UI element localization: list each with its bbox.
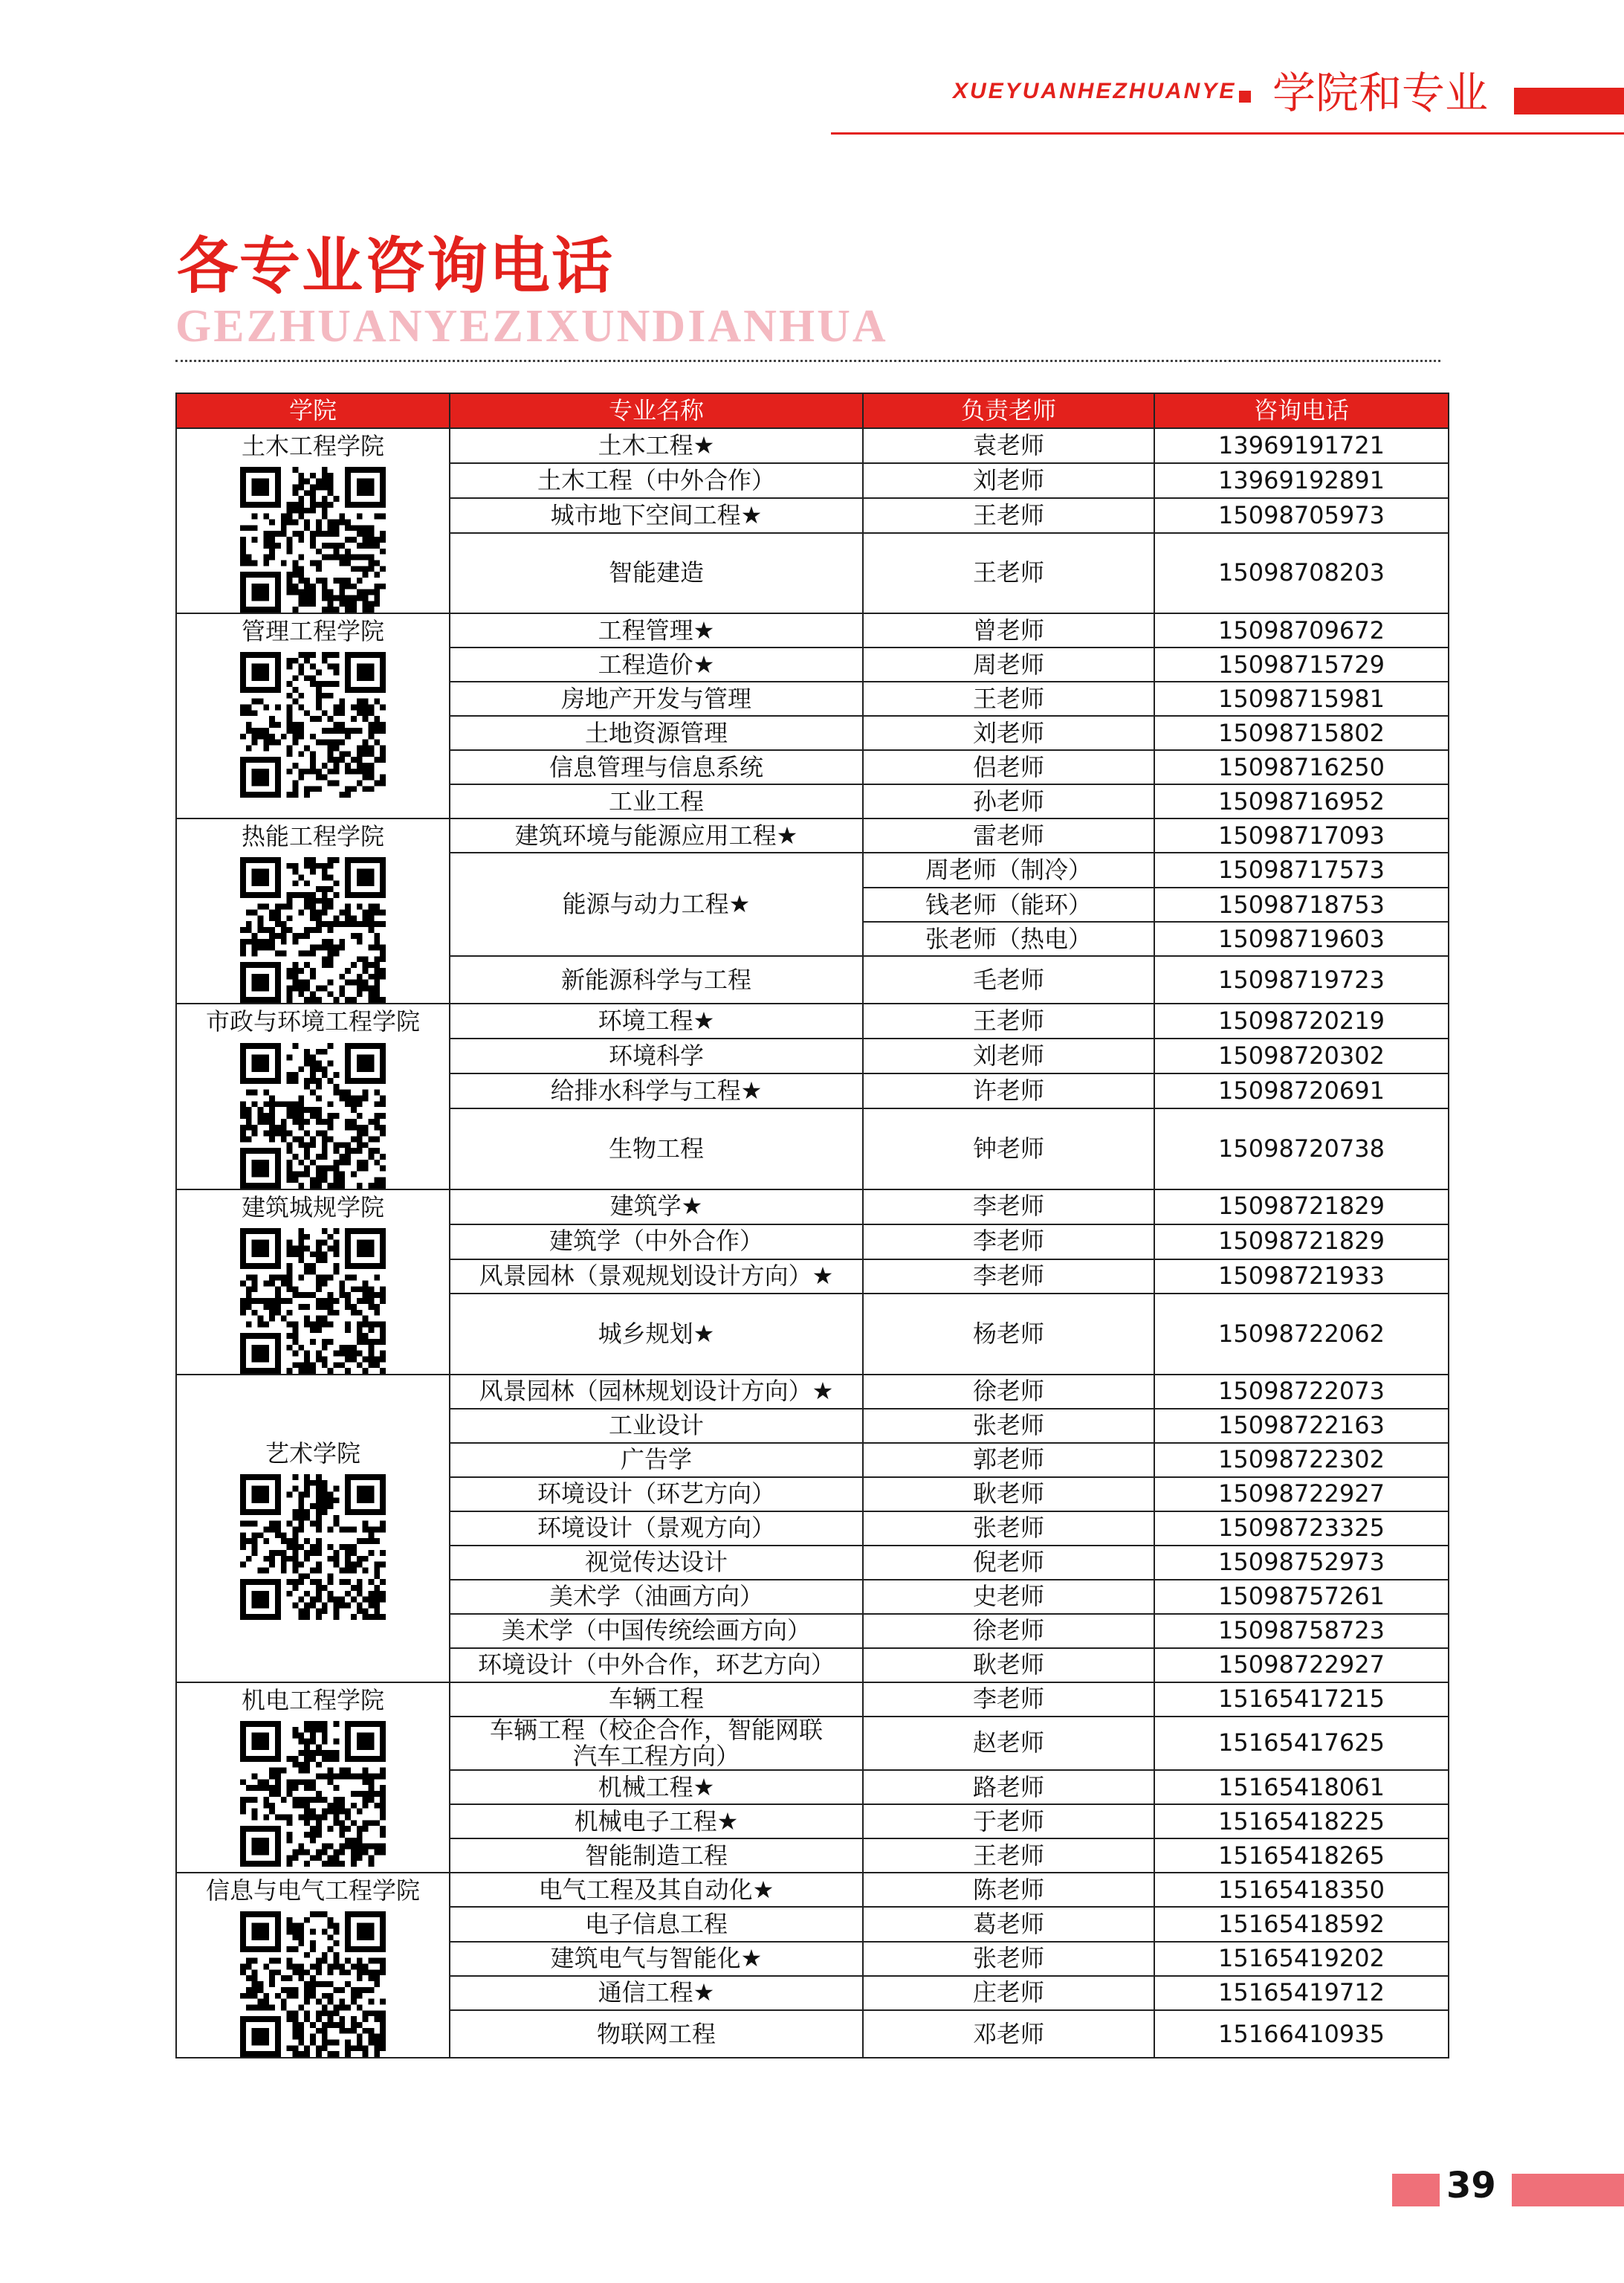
header-title: 学院和专业 — [1272, 68, 1489, 118]
major-cell: 电气工程及其自动化★ — [450, 1873, 863, 1907]
qr-code — [240, 857, 386, 1003]
teacher-cell: 李老师 — [863, 1224, 1154, 1259]
college-name: 土木工程学院 — [241, 432, 384, 460]
table-row — [176, 428, 1449, 463]
major-cell: 环境设计（景观方向） — [450, 1511, 863, 1546]
phone-cell: 15098717573 — [1154, 853, 1449, 888]
page-number: 39 — [1446, 2165, 1496, 2206]
phone-cell: 15098715981 — [1154, 682, 1449, 716]
phone-cell: 15098757261 — [1154, 1580, 1449, 1614]
table-row — [176, 1682, 1449, 1717]
phone-cell: 15165417625 — [1154, 1717, 1449, 1770]
major-cell: 环境科学 — [450, 1039, 863, 1073]
teacher-cell: 刘老师 — [863, 716, 1154, 750]
major-cell: 环境工程★ — [450, 1004, 863, 1039]
major-cell: 建筑学★ — [450, 1189, 863, 1224]
dotted-divider — [175, 360, 1440, 362]
phone-cell: 15098716250 — [1154, 750, 1449, 784]
phone-cell: 15098721933 — [1154, 1259, 1449, 1294]
header-red-bar — [1514, 88, 1624, 114]
major-cell: 城市地下空间工程★ — [450, 498, 863, 533]
qr-code — [240, 652, 386, 798]
major-cell: 电子信息工程 — [450, 1907, 863, 1941]
teacher-cell: 邓老师 — [863, 2010, 1154, 2058]
teacher-cell: 徐老师 — [863, 1375, 1154, 1409]
teacher-cell: 张老师（热电） — [863, 922, 1154, 956]
major-cell: 工程管理★ — [450, 613, 863, 648]
phone-cell: 15098723325 — [1154, 1511, 1449, 1546]
phone-cell: 15165419712 — [1154, 1976, 1449, 2010]
college-name: 热能工程学院 — [241, 822, 384, 851]
major-cell: 通信工程★ — [450, 1976, 863, 2010]
phone-cell: 15098715729 — [1154, 648, 1449, 682]
teacher-cell: 倪老师 — [863, 1546, 1154, 1580]
major-cell: 物联网工程 — [450, 2010, 863, 2058]
teacher-cell: 周老师 — [863, 648, 1154, 682]
teacher-cell: 曾老师 — [863, 613, 1154, 648]
college-cell — [176, 1004, 450, 1189]
footer-bar-left — [1392, 2174, 1440, 2206]
phone-cell: 15098720738 — [1154, 1108, 1449, 1189]
major-cell: 新能源科学与工程 — [450, 956, 863, 1004]
major-cell: 给排水科学与工程★ — [450, 1073, 863, 1108]
major-cell: 工业工程 — [450, 784, 863, 818]
phone-cell: 15098720691 — [1154, 1073, 1449, 1108]
footer-bar-right — [1512, 2174, 1624, 2206]
table-row — [176, 1873, 1449, 1907]
teacher-cell: 葛老师 — [863, 1907, 1154, 1941]
phone-cell: 15165418350 — [1154, 1873, 1449, 1907]
phone-cell: 15098720302 — [1154, 1039, 1449, 1073]
major-cell: 视觉传达设计 — [450, 1546, 863, 1580]
major-cell: 土木工程（中外合作） — [450, 463, 863, 498]
qr-code — [240, 1721, 386, 1867]
page-title-pinyin: GEZHUANYEZIXUNDIANHUA — [175, 301, 888, 352]
teacher-cell: 李老师 — [863, 1682, 1154, 1717]
major-cell: 机械工程★ — [450, 1770, 863, 1804]
table-header-row — [176, 393, 1449, 428]
college-cell — [176, 428, 450, 613]
phone-cell: 15098705973 — [1154, 498, 1449, 533]
teacher-cell: 李老师 — [863, 1189, 1154, 1224]
phone-cell: 15098752973 — [1154, 1546, 1449, 1580]
phone-cell: 15098721829 — [1154, 1224, 1449, 1259]
major-cell: 智能制造工程 — [450, 1838, 863, 1873]
phone-cell: 15098718753 — [1154, 888, 1449, 922]
phone-cell: 13969191721 — [1154, 428, 1449, 463]
phone-cell: 15098721829 — [1154, 1189, 1449, 1224]
major-cell: 机械电子工程★ — [450, 1804, 863, 1838]
teacher-cell: 钱老师（能环） — [863, 888, 1154, 922]
qr-code — [240, 467, 386, 613]
teacher-cell: 王老师 — [863, 1838, 1154, 1873]
phone-cell: 15098719603 — [1154, 922, 1449, 956]
teacher-cell: 雷老师 — [863, 818, 1154, 853]
qr-code — [240, 1043, 386, 1189]
teacher-cell: 钟老师 — [863, 1108, 1154, 1189]
teacher-cell: 王老师 — [863, 533, 1154, 613]
major-cell: 智能建造 — [450, 533, 863, 613]
major-cell: 土地资源管理 — [450, 716, 863, 750]
teacher-cell: 陈老师 — [863, 1873, 1154, 1907]
teacher-cell: 孙老师 — [863, 784, 1154, 818]
phone-cell: 15165417215 — [1154, 1682, 1449, 1717]
teacher-cell: 张老师 — [863, 1511, 1154, 1546]
teacher-cell: 许老师 — [863, 1073, 1154, 1108]
phone-cell: 15165418265 — [1154, 1838, 1449, 1873]
header-pinyin: XUEYUANHEZHUANYE — [953, 79, 1237, 103]
teacher-cell: 于老师 — [863, 1804, 1154, 1838]
phone-cell: 15098758723 — [1154, 1614, 1449, 1648]
major-cell: 风景园林（园林规划设计方向）★ — [450, 1375, 863, 1409]
major-cell: 美术学（中国传统绘画方向） — [450, 1614, 863, 1648]
major-cell: 环境设计（环艺方向） — [450, 1477, 863, 1511]
teacher-cell: 耿老师 — [863, 1477, 1154, 1511]
college-cell — [176, 1682, 450, 1873]
phone-cell: 13969192891 — [1154, 463, 1449, 498]
col-header-phone: 咨询电话 — [1154, 393, 1449, 428]
major-cell: 能源与动力工程★ — [450, 853, 863, 956]
major-cell: 房地产开发与管理 — [450, 682, 863, 716]
college-name: 管理工程学院 — [241, 617, 384, 646]
major-cell: 生物工程 — [450, 1108, 863, 1189]
college-name: 机电工程学院 — [241, 1685, 384, 1714]
phone-cell: 15098717093 — [1154, 818, 1449, 853]
header-rule — [831, 132, 1624, 135]
header-square-mark — [1239, 91, 1251, 103]
teacher-cell: 徐老师 — [863, 1614, 1154, 1648]
major-cell: 工程造价★ — [450, 648, 863, 682]
major-cell: 车辆工程（校企合作，智能网联汽车工程方向） — [450, 1717, 863, 1770]
teacher-cell: 侣老师 — [863, 750, 1154, 784]
col-header-teacher: 负责老师 — [863, 393, 1154, 428]
major-cell: 建筑电气与智能化★ — [450, 1942, 863, 1976]
teacher-cell: 毛老师 — [863, 956, 1154, 1004]
college-name: 建筑城规学院 — [241, 1192, 384, 1221]
phone-cell: 15098722073 — [1154, 1375, 1449, 1409]
table-row — [176, 1375, 1449, 1409]
major-cell: 美术学（油画方向） — [450, 1580, 863, 1614]
phone-cell: 15165418225 — [1154, 1804, 1449, 1838]
phone-cell: 15098708203 — [1154, 533, 1449, 613]
qr-code — [240, 1911, 386, 2057]
major-cell: 城乡规划★ — [450, 1294, 863, 1374]
teacher-cell: 路老师 — [863, 1770, 1154, 1804]
teacher-cell: 赵老师 — [863, 1717, 1154, 1770]
qr-code — [240, 1474, 386, 1620]
major-cell: 风景园林（景观规划设计方向）★ — [450, 1259, 863, 1294]
teacher-cell: 刘老师 — [863, 463, 1154, 498]
table-row — [176, 1004, 1449, 1039]
phone-cell: 15165418592 — [1154, 1907, 1449, 1941]
teacher-cell: 王老师 — [863, 682, 1154, 716]
college-cell — [176, 613, 450, 818]
major-cell: 建筑环境与能源应用工程★ — [450, 818, 863, 853]
major-cell: 建筑学（中外合作） — [450, 1224, 863, 1259]
college-name: 艺术学院 — [265, 1439, 360, 1468]
major-cell: 土木工程★ — [450, 428, 863, 463]
teacher-cell: 周老师（制冷） — [863, 853, 1154, 888]
teacher-cell: 王老师 — [863, 498, 1154, 533]
major-cell: 广告学 — [450, 1443, 863, 1477]
college-cell — [176, 818, 450, 1004]
major-cell: 工业设计 — [450, 1409, 863, 1443]
major-cell: 信息管理与信息系统 — [450, 750, 863, 784]
phone-cell: 15098722302 — [1154, 1443, 1449, 1477]
phone-cell: 15098709672 — [1154, 613, 1449, 648]
college-cell — [176, 1873, 450, 2058]
college-cell — [176, 1189, 450, 1375]
phone-cell: 15165418061 — [1154, 1770, 1449, 1804]
phone-cell: 15098715802 — [1154, 716, 1449, 750]
teacher-cell: 袁老师 — [863, 428, 1154, 463]
teacher-cell: 刘老师 — [863, 1039, 1154, 1073]
phone-cell: 15165419202 — [1154, 1942, 1449, 1976]
phone-cell: 15098720219 — [1154, 1004, 1449, 1039]
table-row — [176, 613, 1449, 648]
col-header-college: 学院 — [176, 393, 450, 428]
teacher-cell: 张老师 — [863, 1942, 1154, 1976]
table-row — [176, 818, 1449, 853]
teacher-cell: 庄老师 — [863, 1976, 1154, 2010]
phone-cell: 15098722927 — [1154, 1648, 1449, 1682]
consult-phone-table — [175, 393, 1449, 2058]
college-name: 信息与电气工程学院 — [205, 1876, 420, 1905]
phone-cell: 15098722163 — [1154, 1409, 1449, 1443]
teacher-cell: 王老师 — [863, 1004, 1154, 1039]
table-row — [176, 1189, 1449, 1224]
major-cell: 环境设计（中外合作，环艺方向） — [450, 1648, 863, 1682]
teacher-cell: 郭老师 — [863, 1443, 1154, 1477]
teacher-cell: 杨老师 — [863, 1294, 1154, 1374]
college-cell — [176, 1375, 450, 1682]
phone-cell: 15166410935 — [1154, 2010, 1449, 2058]
phone-cell: 15098722927 — [1154, 1477, 1449, 1511]
major-cell: 车辆工程 — [450, 1682, 863, 1717]
phone-cell: 15098719723 — [1154, 956, 1449, 1004]
page-title: 各专业咨询电话 — [177, 231, 615, 302]
teacher-cell: 耿老师 — [863, 1648, 1154, 1682]
phone-cell: 15098722062 — [1154, 1294, 1449, 1374]
teacher-cell: 李老师 — [863, 1259, 1154, 1294]
teacher-cell: 张老师 — [863, 1409, 1154, 1443]
qr-code — [240, 1228, 386, 1374]
phone-cell: 15098716952 — [1154, 784, 1449, 818]
college-name: 市政与环境工程学院 — [205, 1007, 420, 1036]
col-header-major: 专业名称 — [450, 393, 863, 428]
teacher-cell: 史老师 — [863, 1580, 1154, 1614]
